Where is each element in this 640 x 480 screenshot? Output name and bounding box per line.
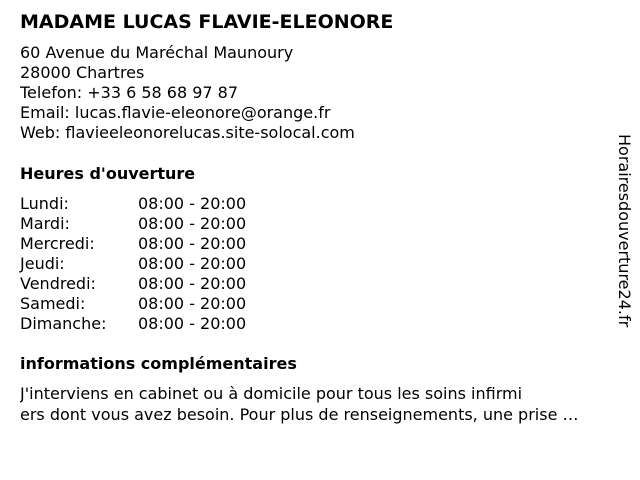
day-label: Vendredi: <box>20 274 96 293</box>
hours-row-wednesday <box>20 234 280 254</box>
info-line-1: J'interviens en cabinet ou à domicile pour tous les soins infirmi <box>20 384 523 403</box>
time-range: 08:00 - 20:00 <box>138 294 247 313</box>
hours-row-saturday <box>20 294 280 314</box>
day-label: Mardi: <box>20 214 70 233</box>
hours-row-monday <box>20 194 280 214</box>
time-range: 08:00 - 20:00 <box>138 194 247 213</box>
day-label: Samedi: <box>20 294 86 313</box>
time-range: 08:00 - 20:00 <box>138 234 247 253</box>
time-range: 08:00 - 20:00 <box>138 254 247 273</box>
info-line-2: ers dont vous avez besoin. Pour plus de renseignements, une prise … <box>20 405 579 424</box>
hours-row-friday <box>20 274 280 294</box>
hours-row-thursday <box>20 254 280 274</box>
hours-row-sunday <box>20 314 280 334</box>
day-label: Jeudi: <box>20 254 65 273</box>
business-name: MADAME LUCAS FLAVIE-ELEONORE <box>20 11 394 33</box>
address-line-1: 60 Avenue du Maréchal Maunoury <box>20 43 294 62</box>
time-range: 08:00 - 20:00 <box>138 314 247 333</box>
day-label: Lundi: <box>20 194 69 213</box>
contact-block <box>20 43 355 143</box>
opening-hours-heading: Heures d'ouverture <box>20 164 196 183</box>
day-label: Mercredi: <box>20 234 95 253</box>
additional-info-heading: informations complémentaires <box>20 354 297 373</box>
web-text: Web: flavieeleonorelucas.site-solocal.com <box>20 123 355 142</box>
time-range: 08:00 - 20:00 <box>138 274 247 293</box>
hours-row-tuesday <box>20 214 280 234</box>
opening-hours-table <box>20 194 280 334</box>
site-watermark: Horairesdouverture24.fr <box>615 134 634 328</box>
additional-info-text <box>20 383 632 425</box>
time-range: 08:00 - 20:00 <box>138 214 247 233</box>
day-label: Dimanche: <box>20 314 107 333</box>
email-text: Email: lucas.flavie-eleonore@orange.fr <box>20 103 331 122</box>
phone-text: Telefon: +33 6 58 68 97 87 <box>20 83 239 102</box>
address-line-2: 28000 Chartres <box>20 63 145 82</box>
